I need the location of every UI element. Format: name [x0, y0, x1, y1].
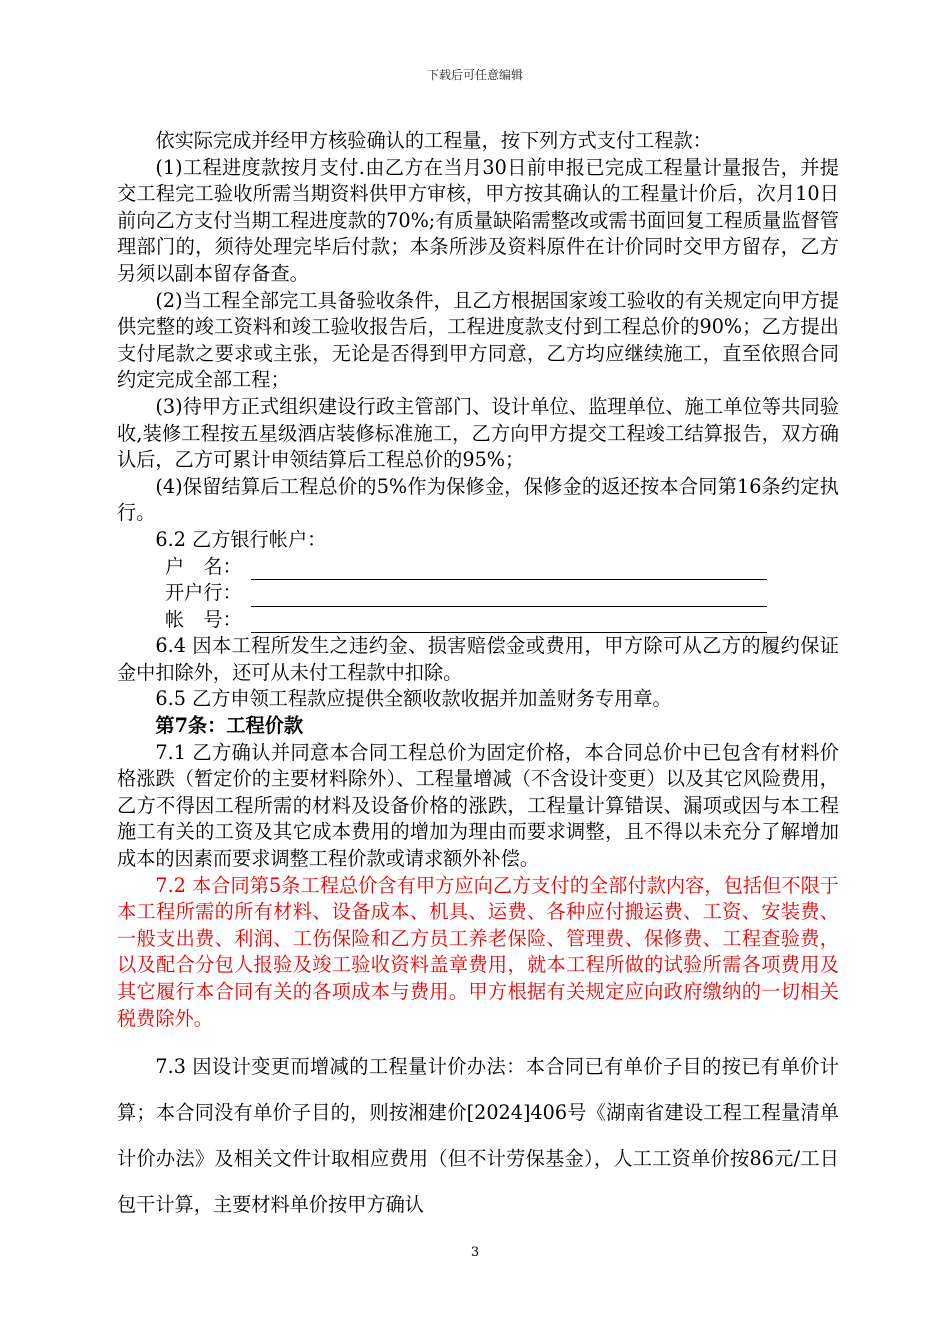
page-number: 3: [470, 1245, 480, 1260]
account-bank-label: 开户行：: [165, 581, 242, 605]
account-number-blank: [251, 613, 767, 633]
section-6-4: 6.4 因本工程所发生之违约金、损害赔偿金或费用，甲方除可从乙方的履约保证金中扣除外，还可从未付工程款中扣除。: [117, 634, 839, 684]
account-bank-blank: [251, 587, 767, 607]
section-7-1: 7.1 乙方确认并同意本合同工程总价为固定价格，本合同总价中已包含有材料价格涨跌（暂定价的主要材料除外）、工程量增减（不含设计变更）以及其它风险费用，乙方不得因工程所需的材料及设备价格的涨跌，工程量计算错误、漏项或因与本工程施工有关的工资及其它成本费用的增加为理由而要求调整，且不得以未充分了解增加成本的因素而要求调整工程价款或请求额外补偿。: [117, 740, 839, 871]
account-number-row: [117, 607, 839, 634]
paragraph-intro: 依实际完成并经甲方核验确认的工程量，按下列方式支付工程款：: [155, 129, 712, 152]
document-body: [117, 128, 839, 1228]
account-name-row: [117, 554, 839, 581]
paragraph-clause-1: (1)工程进度款按月支付.由乙方在当月30日前申报已完成工程量计量报告，并提交工程完工验收所需当期资料供甲方审核，甲方按其确认的工程量计价后，次月10日前向乙方支付当期工程进度款的70%;有质量缺陷需整改或需书面回复工程质量监督管理部门的，须待处理完毕后付款；本条所涉及资料原件在计价同时交甲方留存，乙方另须以副本留存备查。: [117, 155, 839, 285]
section-7-2: 7.2 本合同第5条工程总价含有甲方应向乙方支付的全部付款内容，包括但不限于本工程所需的所有材料、设备成本、机具、运费、各种应付搬运费、工资、安装费、一般支出费、利润、工伤保险和乙方员工养老保险、管理费、保修费、工程查验费，以及配合分包人报验及竣工验收资料盖章费用，就本工程所做的试验所需各项费用及其它履行本合同有关的各项成本与费用。甲方根据有关规定应向政府缴纳的一切相关税费除外。: [117, 873, 839, 1030]
section-7-3: 7.3 因设计变更而增减的工程量计价办法：本合同已有单价子目的按已有单价计算；本合同没有单价子目的，则按湘建价[2024]406号《湖南省建设工程工程量清单计价办法》及相关文件计取相应费用（但不计劳保基金），人工工资单价按86元/工日包干计算，主要材料单价按甲方确认: [117, 1055, 839, 1217]
section-6-5: 6.5 乙方申领工程款应提供全额收款收据并加盖财务专用章。: [155, 687, 672, 711]
paragraph-clause-2: (2)当工程全部完工具备验收条件，且乙方根据国家竣工验收的有关规定向甲方提供完整的竣工资料和竣工验收报告后，工程进度款支付到工程总价的90%；乙方提出支付尾款之要求或主张，无论是否得到甲方同意，乙方均应继续施工，直至依照合同约定完成全部工程；: [117, 288, 839, 392]
account-number-label: 帐 号：: [165, 607, 242, 631]
page-header: 下载后可任意编辑: [426, 68, 523, 82]
paragraph-clause-3: (3)待甲方正式组织建设行政主管部门、设计单位、监理单位、施工单位等共同验收,装修工程按五星级酒店装修标准施工，乙方向甲方提交工程竣工结算报告，双方确认后，乙方可累计申领结算后工程总价的95%；: [117, 394, 839, 472]
account-name-blank: [251, 560, 767, 580]
paragraph-clause-4: (4)保留结算后工程总价的5%作为保修金，保修金的返还按本合同第16条约定执行。: [117, 474, 839, 525]
section-6-2: 6.2 乙方银行帐户：: [155, 527, 327, 551]
account-bank-row: [117, 580, 839, 607]
article-7-heading: 第7条：工程价款: [155, 714, 304, 738]
account-name-label: 户 名：: [165, 554, 242, 578]
